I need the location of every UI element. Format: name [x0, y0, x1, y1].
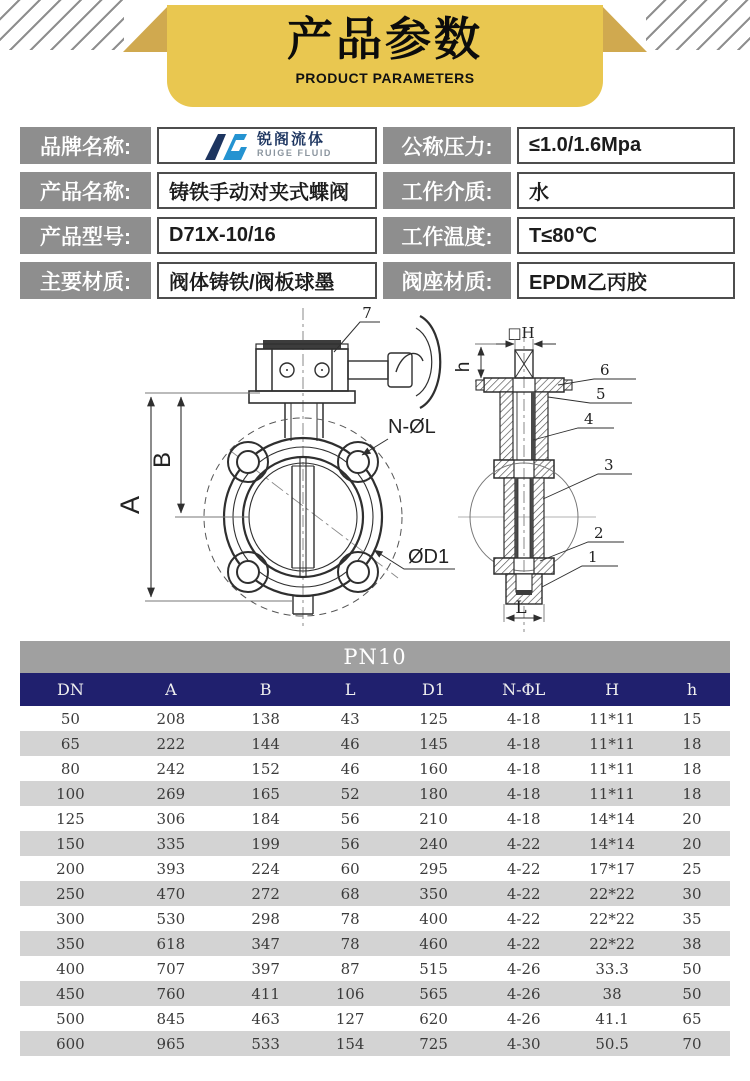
column-header: A [165, 680, 177, 699]
table-cell: 200 [56, 859, 85, 878]
table-row [20, 731, 730, 756]
table-cell: 18 [682, 784, 702, 803]
table-cell: 154 [335, 1034, 365, 1053]
table-cell: 60 [340, 859, 360, 878]
temperature-value: T≤80℃ [517, 217, 735, 254]
table-cell: 150 [56, 834, 85, 853]
callout-3: 3 [604, 456, 614, 474]
table-row [20, 1006, 730, 1031]
table-cell: 463 [251, 1009, 280, 1028]
table-cell: 4-22 [506, 909, 541, 928]
table-cell: 298 [251, 909, 280, 928]
model-value: D71X-10/16 [157, 217, 377, 254]
table-cell: 533 [251, 1034, 280, 1053]
material-label: 主要材质: [20, 262, 151, 299]
table-cell: 165 [251, 784, 280, 803]
table-cell: 11*11 [589, 734, 635, 753]
brand-logo-icon [202, 131, 248, 161]
table-cell: 125 [56, 809, 85, 828]
table-cell: 38 [682, 934, 702, 953]
table-cell: 4-18 [506, 734, 541, 753]
table-cell: 306 [156, 809, 186, 828]
table-cell: 620 [419, 1009, 448, 1028]
table-cell: 350 [56, 934, 85, 953]
table-cell: 65 [60, 734, 80, 753]
disc-diameter-label: ØD1 [408, 546, 450, 568]
callout-1: 1 [588, 548, 598, 566]
table-cell: 70 [682, 1034, 702, 1053]
model-label: 产品型号: [20, 217, 151, 254]
column-header: N-ΦL [502, 680, 546, 699]
callout-2: 2 [594, 524, 604, 542]
temperature-label: 工作温度: [383, 217, 511, 254]
table-cell: 127 [335, 1009, 365, 1028]
table-cell: 397 [251, 959, 280, 978]
column-header: h [686, 680, 698, 699]
table-cell: 272 [251, 884, 280, 903]
table-cell: 46 [340, 759, 360, 778]
table-cell: 224 [251, 859, 280, 878]
table-cell: 460 [419, 934, 448, 953]
table-cell: 500 [56, 1009, 85, 1028]
table-cell: 50.5 [595, 1034, 629, 1053]
table-cell: 33.3 [595, 959, 629, 978]
table-cell: 515 [419, 959, 448, 978]
table-cell: 565 [419, 984, 448, 1003]
table-cell: 4-18 [506, 809, 541, 828]
page-title: 产品参数 [287, 13, 483, 65]
table-cell: 22*22 [589, 884, 635, 903]
callout-4: 4 [584, 410, 594, 428]
brand-logo-cn: 锐阁流体 [256, 131, 325, 149]
callout-6: 6 [600, 361, 610, 379]
pressure-value: ≤1.0/1.6Mpa [517, 127, 735, 164]
table-cell: 760 [156, 984, 186, 1003]
dim-label-h-top: □H [507, 324, 535, 342]
table-cell: 41.1 [595, 1009, 629, 1028]
column-header: D1 [422, 680, 446, 699]
table-cell: 4-26 [506, 1009, 541, 1028]
table-body [20, 706, 730, 1056]
table-cell: 106 [335, 984, 365, 1003]
table-cell: 11*11 [589, 759, 635, 778]
table-cell: 152 [251, 759, 280, 778]
dimension-table [20, 641, 730, 1056]
table-title-band: PN10 [20, 641, 730, 673]
column-header: L [344, 680, 356, 699]
table-cell: 50 [682, 959, 702, 978]
table-cell: 222 [156, 734, 186, 753]
table-cell: 50 [682, 984, 702, 1003]
table-cell: 38 [602, 984, 622, 1003]
table-cell: 242 [156, 759, 186, 778]
table-cell: 530 [156, 909, 186, 928]
table-row [20, 906, 730, 931]
table-cell: 4-22 [506, 859, 541, 878]
table-cell: 35 [682, 909, 702, 928]
table-cell: 180 [419, 784, 448, 803]
section-view-drawing [453, 324, 636, 632]
brand-logo [202, 131, 332, 161]
table-row [20, 781, 730, 806]
table-cell: 78 [340, 909, 360, 928]
bolt-circle-label: N-ØL [388, 416, 436, 438]
technical-drawing [0, 300, 750, 640]
hatch-stripes-left [0, 0, 124, 50]
ribbon-fold-right [602, 6, 647, 52]
table-cell: 43 [340, 709, 360, 728]
table-cell: 199 [251, 834, 280, 853]
table-cell: 18 [682, 734, 702, 753]
table-cell: 22*22 [589, 909, 635, 928]
table-row [20, 831, 730, 856]
medium-label: 工作介质: [383, 172, 511, 209]
table-cell: 347 [251, 934, 280, 953]
product-name-label: 产品名称: [20, 172, 151, 209]
dim-label-h-side: h [453, 361, 474, 373]
table-row [20, 856, 730, 881]
callout-5: 5 [596, 385, 606, 403]
table-cell: 400 [419, 909, 448, 928]
table-cell: 56 [340, 834, 360, 853]
table-cell: 68 [340, 884, 360, 903]
spec-grid [20, 127, 735, 299]
table-cell: 400 [56, 959, 85, 978]
table-cell: 14*14 [589, 809, 635, 828]
table-row [20, 981, 730, 1006]
table-row [20, 756, 730, 781]
table-cell: 4-22 [506, 934, 541, 953]
seat-material-label: 阀座材质: [383, 262, 511, 299]
table-cell: 210 [419, 809, 448, 828]
dim-label-l: L [515, 598, 527, 618]
table-cell: 600 [56, 1034, 85, 1053]
table-cell: 22*22 [589, 934, 635, 953]
table-cell: 30 [682, 884, 702, 903]
table-cell: 411 [251, 984, 280, 1003]
table-cell: 17*17 [589, 859, 635, 878]
table-cell: 11*11 [589, 784, 635, 803]
product-name-value: 铸铁手动对夹式蝶阀 [157, 172, 377, 209]
table-cell: 160 [419, 759, 448, 778]
table-cell: 4-30 [506, 1034, 541, 1053]
front-view-drawing [115, 304, 455, 630]
table-cell: 100 [56, 784, 85, 803]
table-cell: 335 [156, 834, 186, 853]
table-cell: 965 [156, 1034, 186, 1053]
table-cell: 470 [156, 884, 186, 903]
table-cell: 144 [251, 734, 280, 753]
table-cell: 4-18 [506, 759, 541, 778]
table-cell: 295 [419, 859, 448, 878]
table-cell: 14*14 [589, 834, 635, 853]
table-row [20, 1031, 730, 1056]
table-cell: 50 [60, 709, 80, 728]
table-cell: 4-22 [506, 834, 541, 853]
table-cell: 618 [156, 934, 186, 953]
material-value: 阀体铸铁/阀板球墨 [157, 262, 377, 299]
table-cell: 4-18 [506, 784, 541, 803]
ribbon-fold-left [123, 6, 168, 52]
table-cell: 4-26 [506, 984, 541, 1003]
table-row [20, 931, 730, 956]
medium-value: 水 [517, 172, 735, 209]
table-cell: 80 [60, 759, 80, 778]
hatch-stripes-right [646, 0, 750, 50]
brand-logo-en: RUIGE FLUID [256, 147, 333, 158]
table-cell: 125 [419, 709, 448, 728]
table-cell: 184 [251, 809, 280, 828]
seat-material-value: EPDM乙丙胶 [517, 262, 735, 299]
brand-logo-text [257, 132, 332, 158]
page-subtitle: PRODUCT PARAMETERS [295, 69, 475, 86]
table-row [20, 956, 730, 981]
table-cell: 46 [340, 734, 360, 753]
table-cell: 15 [682, 709, 702, 728]
table-cell: 240 [419, 834, 448, 853]
callout-7: 7 [362, 304, 372, 322]
table-header-row [20, 673, 730, 706]
table-cell: 450 [56, 984, 85, 1003]
dim-label-b: B [149, 451, 176, 469]
table-cell: 269 [156, 784, 186, 803]
table-cell: 707 [156, 959, 186, 978]
table-cell: 25 [682, 859, 702, 878]
column-header: H [605, 680, 620, 699]
table-cell: 208 [156, 709, 186, 728]
table-cell: 138 [251, 709, 280, 728]
table-cell: 65 [682, 1009, 702, 1028]
table-cell: 20 [682, 809, 702, 828]
header-banner [167, 5, 603, 107]
brand-name-label: 品牌名称: [20, 127, 151, 164]
pressure-label: 公称压力: [383, 127, 511, 164]
table-row [20, 806, 730, 831]
table-cell: 4-22 [506, 884, 541, 903]
table-cell: 393 [156, 859, 186, 878]
table-cell: 56 [340, 809, 360, 828]
table-cell: 87 [340, 959, 360, 978]
table-cell: 350 [419, 884, 448, 903]
table-cell: 845 [156, 1009, 186, 1028]
table-cell: 725 [419, 1034, 448, 1053]
table-row [20, 706, 730, 731]
table-row [20, 881, 730, 906]
table-cell: 11*11 [589, 709, 635, 728]
table-cell: 4-18 [506, 709, 541, 728]
dim-label-a: A [115, 495, 145, 515]
table-cell: 18 [682, 759, 702, 778]
column-header: B [259, 680, 272, 699]
table-cell: 250 [56, 884, 85, 903]
table-cell: 145 [419, 734, 448, 753]
table-cell: 78 [340, 934, 360, 953]
table-cell: 52 [340, 784, 360, 803]
column-header: DN [56, 680, 84, 699]
table-cell: 300 [56, 909, 85, 928]
table-cell: 20 [682, 834, 702, 853]
table-cell: 4-26 [506, 959, 541, 978]
brand-name-value [157, 127, 377, 164]
